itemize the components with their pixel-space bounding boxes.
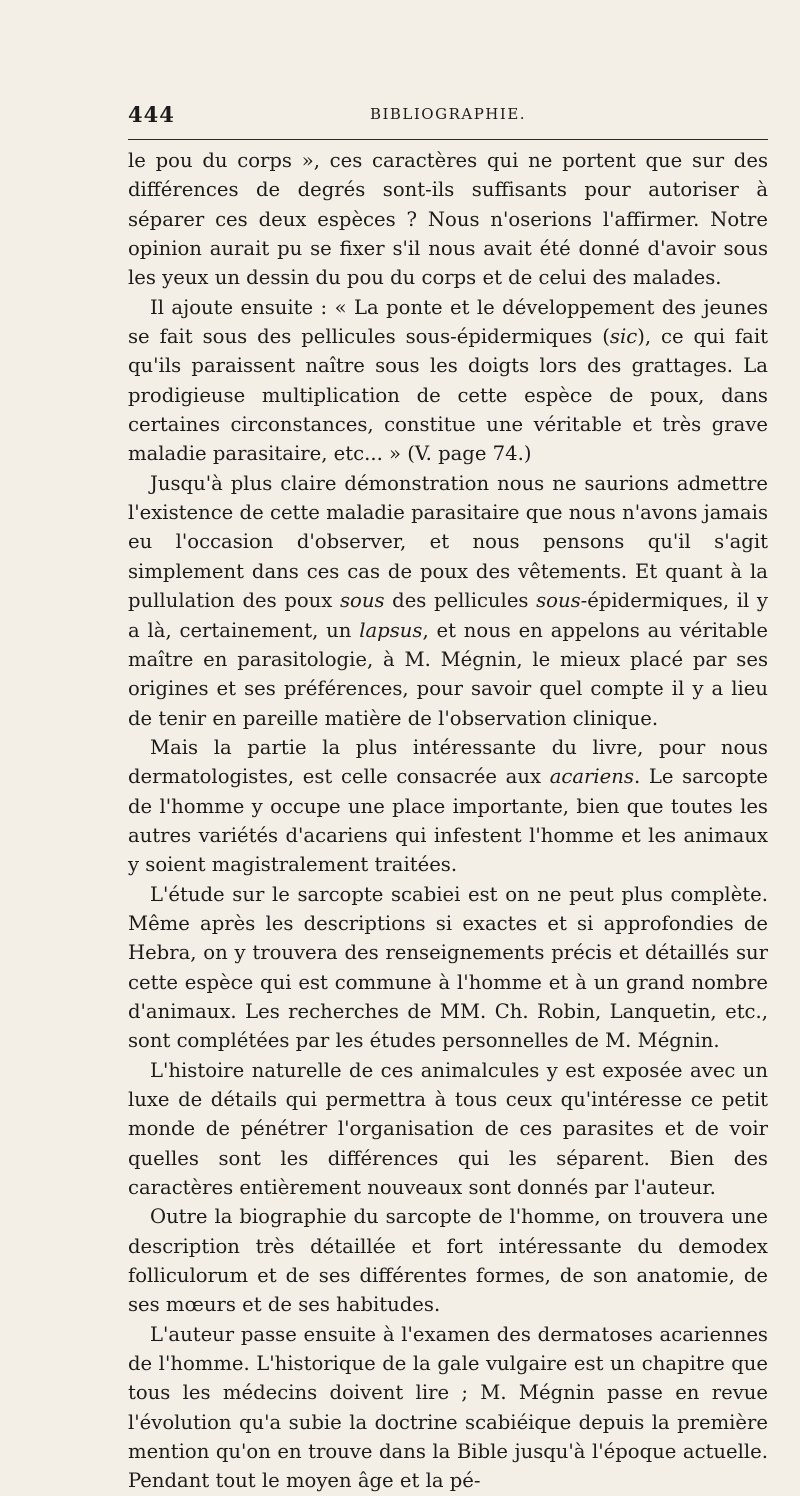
page-header bbox=[128, 100, 768, 136]
paragraph-2: Il ajoute ensuite : « La ponte et le développement des jeunes se fait sous des pellicules sous-épidermiques (sic), ce qui fait qu'ils paraissent naître sous les doigts lors des grattages. La prodigieuse multiplication de cette espèce de poux, dans certaines circonstances, constitue une véritable et très grave maladie parasitaire, etc... » (V. page 74.) bbox=[128, 295, 768, 466]
paragraph-8: L'auteur passe ensuite à l'examen des dermatoses acariennes de l'homme. L'historique de la gale vulgaire est un chapitre que tous les médecins doivent lire ; M. Mégnin passe en revue l'évolution qu'a subie la doctrine scabiéique depuis la première mention qu'on en trouve dans la Bible jusqu'à l'époque actuelle. Pendant tout le moyen âge et la pé- bbox=[128, 1322, 768, 1493]
running-title: BIBLIOGRAPHIE. bbox=[369, 105, 527, 123]
paragraph-1: le pou du corps », ces caractères qui ne portent que sur des différences de degrés sont-ils suffisants pour autoriser à séparer ces deux espèces ? Nous n'oserions l'affirmer. Notre opinion aurait pu se fixer s'il nous avait été donné d'avoir sous les yeux un dessin du pou du corps et de celui des malades. bbox=[128, 149, 768, 290]
paragraph-5: L'étude sur le sarcopte scabiei est on ne peut plus complète. Même après les descriptions si exactes et si approfondies de Hebra, on y trouvera des renseignements précis et détaillés sur cette espèce qui est commune à l'homme et à un grand nombre d'animaux. Les recherches de MM. Ch. Robin, Lanquetin, etc., sont complétées par les études personnelles de M. Mégnin. bbox=[128, 882, 768, 1053]
header-rule bbox=[128, 139, 768, 140]
page-number: 444 bbox=[128, 102, 175, 127]
paragraph-4: Mais la partie la plus intéressante du livre, pour nous dermatologistes, est celle consacrée aux acariens. Le sarcopte de l'homme y occupe une place importante, bien que toutes les autres variétés d'acariens qui infestent l'homme et les animaux y soient magistralement traitées. bbox=[128, 735, 768, 877]
body-text bbox=[128, 146, 768, 1496]
paragraph-3: Jusqu'à plus claire démonstration nous ne saurions admettre l'existence de cette maladie parasitaire que nous n'avons jamais eu l'occasion d'observer, et nous pensons qu'il s'agit simplement dans ces cas de poux des vêtements. Et quant à la pullulation des poux sous des pellicules sous-épidermiques, il y a là, certainement, un lapsus, et nous en appelons au véritable maître en parasitologie, à M. Mégnin, le mieux placé par ses origines et ses préférences, pour savoir quel compte il y a lieu de tenir en pareille matière de l'observation clinique. bbox=[128, 471, 768, 730]
paragraph-6: L'histoire naturelle de ces animalcules y est exposée avec un luxe de détails qui permettra à tous ceux qu'intéresse ce petit monde de pénétrer l'organisation de ces parasites et de voir quelles sont les différences qui les séparent. Bien des caractères entièrement nouveaux sont donnés par l'auteur. bbox=[128, 1058, 768, 1200]
paragraph-7: Outre la biographie du sarcopte de l'homme, on trouvera une description très détaillée et fort intéressante du demodex folliculorum et de ses différentes formes, de son anatomie, de ses mœurs et de ses habitudes. bbox=[128, 1205, 768, 1317]
